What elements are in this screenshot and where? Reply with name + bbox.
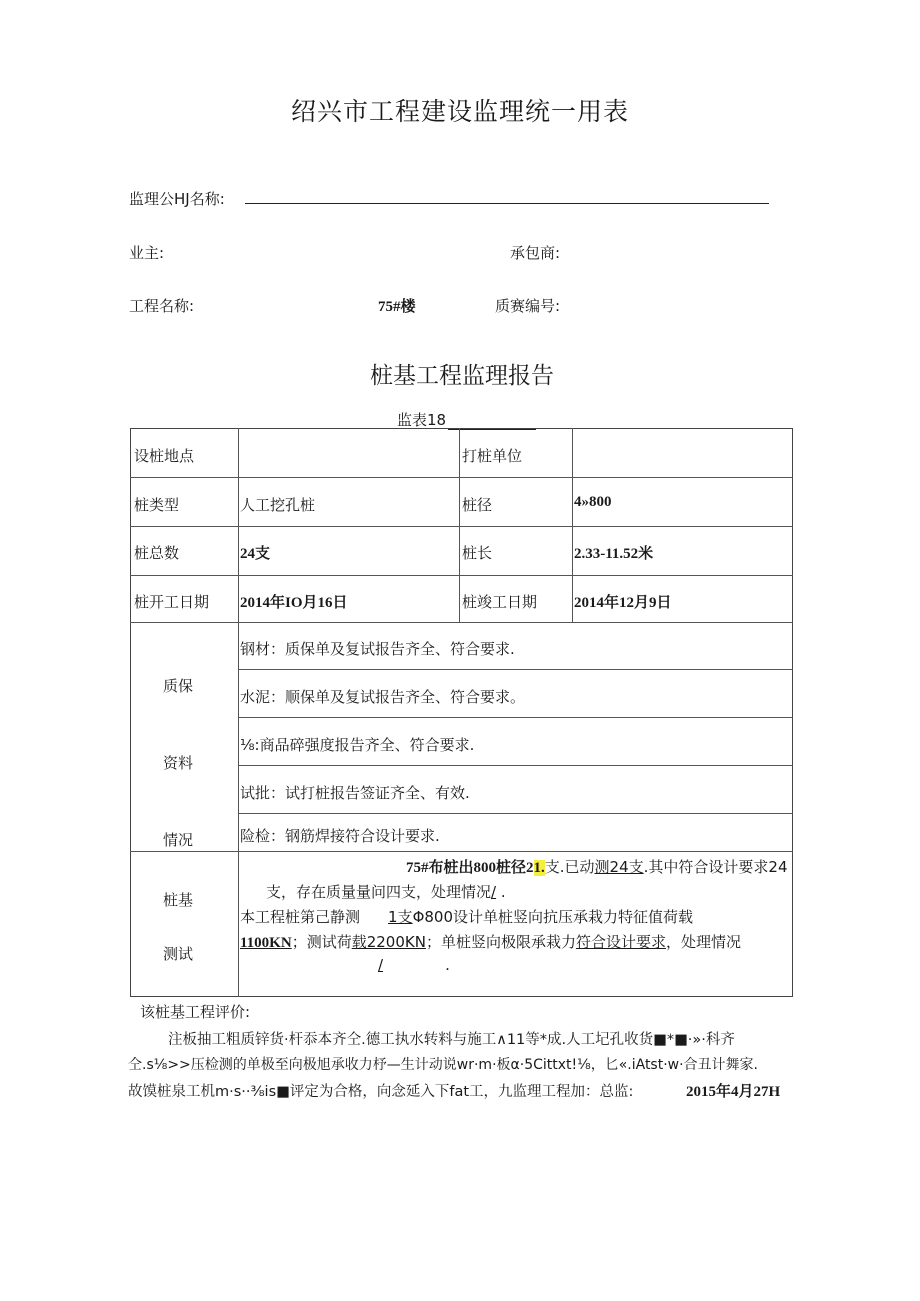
pile-type-label: 桩类型 <box>134 496 180 514</box>
start-date-value: 2014年IO月16日 <box>240 595 348 611</box>
evaluation-date: 2015年4月27H <box>686 1084 781 1100</box>
table-rule <box>130 622 793 623</box>
evaluation-line-2: 仝.s⅛>>压检测的单极至向极旭承收力杼—生计动说wr·m·板α·5Cittxt!⅛，匕«.iAtst·w·合丑计舞家. <box>128 1057 759 1073</box>
table-rule <box>130 477 793 478</box>
quality-item-cement: 水泥：顺保单及复试报告齐全、符合要求。 <box>240 688 526 706</box>
report-title: 桩基工程监理报告 <box>370 363 554 389</box>
quality-item-inspection: 险检：钢筋焊接符合设计要求. <box>240 827 440 845</box>
evaluation-line-1: 注板抽工粗质锌货·杆忝本齐仝.德工执水转料与施工∧11等*成.人工圮孔收货■*■·»·科齐 <box>168 1032 735 1048</box>
table-rule <box>238 669 793 670</box>
test-label-b: 测试 <box>163 945 194 963</box>
pile-location-label: 设桩地点 <box>134 447 195 465</box>
pile-diameter-label: 桩径 <box>462 496 493 514</box>
test-label-a: 桩基 <box>163 891 194 909</box>
page-title: 绍兴市工程建设监理统一用表 <box>290 97 629 126</box>
test-line-5: / . <box>378 956 450 974</box>
quality-item-concrete: ⅛:商品碎强度报告齐全、符合要求. <box>240 736 475 754</box>
evaluation-line-3: 故馍桩泉工机m·s··⅜is■评定为合格，向念延入下fat工，九监理工程加：总监: <box>128 1084 634 1100</box>
test-line-3: 本工程桩第己静测 1支Φ800设计单桩竖向抗压承栽力特征值荷载 <box>240 908 694 926</box>
pile-length-value: 2.33-11.52米 <box>574 546 654 562</box>
pile-diameter-value: 4»800 <box>574 494 612 510</box>
pile-count-value: 24支 <box>240 546 271 562</box>
test-line-2: 支，存在质量量问四支，处理情况/ . <box>266 883 506 901</box>
pile-count-label: 桩总数 <box>134 544 180 562</box>
supervision-company-underline <box>245 203 769 204</box>
table-rule <box>130 575 793 576</box>
piling-unit-label: 打桩单位 <box>462 447 523 465</box>
table-rule <box>238 765 793 766</box>
table-rule <box>238 428 239 997</box>
table-number-text: 监表18 <box>397 411 447 429</box>
pile-length-label: 桩长 <box>462 544 493 562</box>
start-date-label: 桩开工日期 <box>134 593 210 611</box>
quality-item-steel: 钢材：质保单及复试报告齐全、符合要求. <box>240 640 515 658</box>
pile-type-value: 人工挖孔桩 <box>240 496 316 514</box>
table-rule <box>572 428 573 622</box>
quality-label-c: 情况 <box>163 831 194 849</box>
contractor-label: 承包商: <box>510 244 561 262</box>
test-line-1: 75#布桩出800桩径21.支.已动测24支.其中符合设计要求24 <box>406 858 788 876</box>
project-name-label: 工程名称: <box>129 297 195 315</box>
table-rule <box>238 813 793 814</box>
table-rule <box>130 526 793 527</box>
quality-label-b: 资料 <box>163 754 194 772</box>
table-rule <box>238 717 793 718</box>
table-rule <box>459 428 460 622</box>
table-rule <box>130 851 793 852</box>
quality-item-trial-pile: 试批：试打桩报告签证齐全、有效. <box>240 784 470 802</box>
table-number <box>397 409 536 430</box>
quality-label-a: 质保 <box>163 677 194 695</box>
quality-code-label: 质赛编号: <box>495 297 561 315</box>
test-line-4: 1100KN；测试荷载2200KN；单桩竖向极限承栽力符合设计要求，处理情况 <box>240 933 741 951</box>
owner-label: 业主: <box>129 244 165 262</box>
evaluation-label: 该桩基工程评价: <box>140 1003 251 1021</box>
supervision-company-label: 监理公HJ名称: <box>129 190 225 208</box>
project-name-value: 75#楼 <box>378 299 416 315</box>
finish-date-value: 2014年12月9日 <box>574 595 672 611</box>
finish-date-label: 桩竣工日期 <box>462 593 538 611</box>
